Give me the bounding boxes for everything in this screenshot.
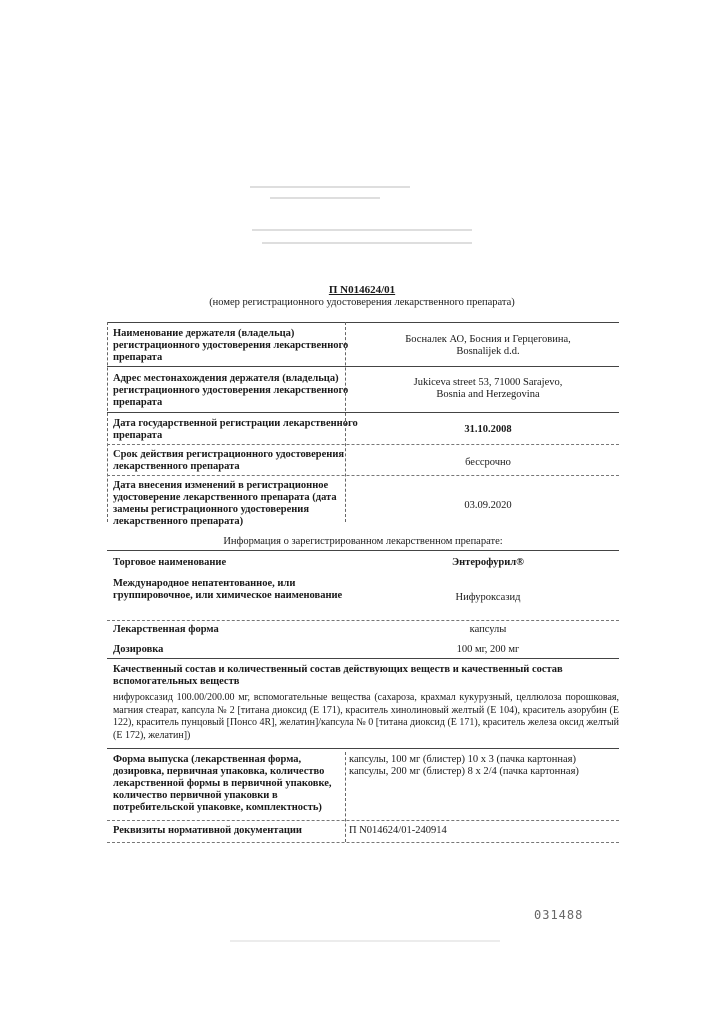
scan-noise <box>270 197 380 199</box>
divider <box>107 658 619 659</box>
scan-noise <box>252 229 472 231</box>
registration-form <box>107 320 619 850</box>
validity-value: бессрочно <box>465 457 511 468</box>
divider <box>107 620 619 621</box>
normative-value: П N014624/01-240914 <box>349 825 447 836</box>
dosage-form-value: капсулы <box>469 624 507 635</box>
dosage-label: Дозировка <box>113 644 164 655</box>
packaging-value-line1: капсулы, 100 мг (блистер) 10 х 3 (пачка картонная) <box>349 754 576 765</box>
changes-value: 03.09.2020 <box>464 500 512 511</box>
packaging-value <box>349 754 619 778</box>
dosage-form-label: Лекарственная форма <box>113 624 219 635</box>
holder-label: Наименование держателя (владельца) регистрационного удостоверения лекарственного препарата <box>113 328 349 363</box>
validity-label: Срок действия регистрационного удостоверения лекарственного препарата <box>113 449 345 472</box>
divider <box>107 322 619 323</box>
scan-noise <box>250 186 410 188</box>
composition-text: нифуроксазид 100.00/200.00 мг, вспомогательные вещества (сахароза, крахмал кукурузный, целлюлоза порошковая, магния стеарат, капсула № 2 [титана диоксид (Е 171), краситель хинолиновый желтый (Е 104), краситель азорубин (Е 122), краситель пунцовый [Понсо 4R], желатин]/капсула № 0 [титана диоксид (Е 171), краситель железа оксид желтый (Е 172), желатин]) <box>113 692 619 741</box>
dosage-value: 100 мг, 200 мг <box>456 644 520 655</box>
inn-label: Международное непатентованное, или группировочное, или химическое наименование <box>113 578 343 601</box>
address-value <box>357 377 619 401</box>
address-value-line1: Jukiceva street 53, 71000 Sarajevo, <box>413 377 563 388</box>
divider <box>107 475 619 476</box>
info-section-title: Информация о зарегистрированном лекарственном препарате: <box>223 536 503 547</box>
divider <box>107 842 619 843</box>
registration-number-caption: (номер регистрационного удостоверения лекарственного препарата) <box>209 297 515 308</box>
normative-label: Реквизиты нормативной документации <box>113 825 302 836</box>
holder-value <box>357 334 619 358</box>
divider <box>107 444 619 445</box>
divider <box>107 748 619 749</box>
reg-date-label: Дата государственной регистрации лекарственного препарата <box>113 418 358 441</box>
document-stamp: 031488 <box>534 908 584 922</box>
composition-title: Качественный состав и количественный состав действующих веществ и качественный состав вспомогательных веществ <box>113 664 563 687</box>
divider <box>107 366 619 367</box>
inn-value: Нифуроксазид <box>455 592 521 603</box>
trade-name-value: Энтерофурил® <box>452 557 524 568</box>
registration-number: П N014624/01 <box>328 284 396 296</box>
scan-noise <box>262 242 472 244</box>
divider <box>107 550 619 551</box>
reg-date-value: 31.10.2008 <box>464 424 512 435</box>
scan-noise <box>230 940 500 942</box>
changes-label: Дата внесения изменений в регистрационное удостоверение лекарственного препарата (дата замены регистрационного удостоверения лекарственного препарата) <box>113 480 337 527</box>
address-label: Адрес местонахождения держателя (владельца) регистрационного удостоверения лекарственного препарата <box>113 373 349 408</box>
packaging-value-line2: капсулы, 200 мг (блистер) 8 х 2/4 (пачка картонная) <box>349 766 579 777</box>
packaging-label: Форма выпуска (лекарственная форма, дозировка, первичная упаковка, количество лекарственной формы в первичной упаковке, количество первичной упаковки в потребительской упаковке, комплектность) <box>113 754 332 813</box>
trade-name-label: Торговое наименование <box>113 557 227 568</box>
holder-value-line2: Bosnalijek d.d. <box>456 346 520 357</box>
divider <box>107 322 108 522</box>
divider <box>107 412 619 413</box>
holder-value-line1: Босналек АО, Босния и Герцеговина, <box>405 334 571 345</box>
divider <box>107 820 619 821</box>
address-value-line2: Bosnia and Herzegovina <box>436 389 540 400</box>
